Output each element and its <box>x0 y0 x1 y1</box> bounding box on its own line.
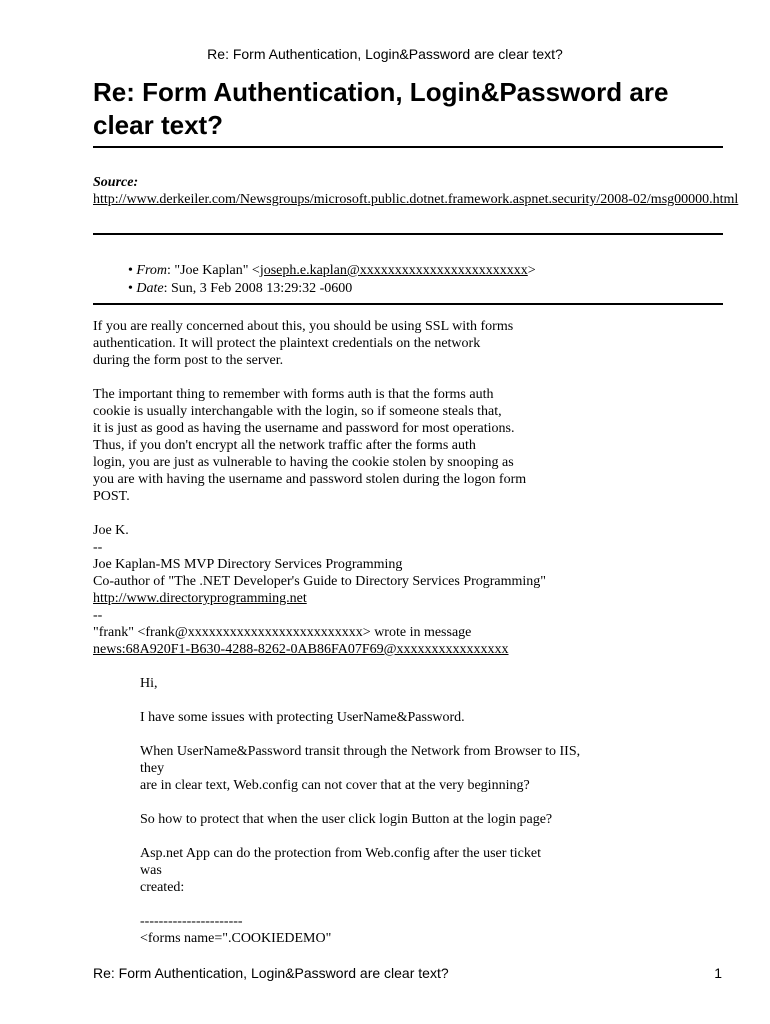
title-divider <box>93 146 723 148</box>
from-email-link[interactable]: joseph.e.kaplan@xxxxxxxxxxxxxxxxxxxxxxxx <box>259 263 528 278</box>
signature-separator: -- <box>93 608 103 623</box>
footer-title: Re: Form Authentication, Login&Password are clear text? <box>93 965 449 981</box>
text-line: I have some issues with protecting UserName&Password. <box>140 710 465 725</box>
wrote-line: "frank" <frank@xxxxxxxxxxxxxxxxxxxxxxxxx> wrote in message <box>93 625 472 640</box>
quoted-paragraph <box>140 845 733 896</box>
paragraph-cookie <box>93 386 733 505</box>
forms-line: <forms name=".COOKIEDEMO" <box>140 931 332 946</box>
text-line: authentication. It will protect the plaintext credentials on the network <box>93 336 481 351</box>
signature-block <box>93 522 733 658</box>
text-line: they <box>140 761 165 776</box>
message-meta <box>128 262 536 298</box>
text-line: are in clear text, Web.config can not cover that at the very beginning? <box>140 778 530 793</box>
signature-name: Joe K. <box>93 523 129 538</box>
from-item: • From: "Joe Kaplan" <joseph.e.kaplan@xxxxxxxxxxxxxxxxxxxxxxxx> <box>128 263 536 278</box>
from-label: From <box>136 263 167 278</box>
text-line: created: <box>140 880 185 895</box>
quoted-paragraph <box>140 811 733 828</box>
date-label: Date <box>136 281 164 296</box>
text-line: When UserName&Password transit through the Network from Browser to IIS, <box>140 744 581 759</box>
signature-line: Co-author of "The .NET Developer's Guide to Directory Services Programming" <box>93 574 547 589</box>
date-value: : Sun, 3 Feb 2008 13:29:32 -0600 <box>163 281 353 296</box>
quoted-paragraph <box>140 743 733 794</box>
text-line: during the form post to the server. <box>93 353 284 368</box>
news-reference-link[interactable]: news:68A920F1-B630-4288-8262-0AB86FA07F69@xxxxxxxxxxxxxxxx <box>93 642 509 657</box>
source-link[interactable]: http://www.derkeiler.com/Newsgroups/microsoft.public.dotnet.framework.aspnet.security/2008-02/msg00000.html <box>93 192 739 207</box>
source-divider <box>93 233 723 235</box>
dash-line: ---------------------- <box>140 914 243 929</box>
message-body <box>93 318 733 964</box>
quoted-greeting <box>140 675 733 692</box>
text-line: So how to protect that when the user click login Button at the login page? <box>140 812 553 827</box>
source-label: Source: <box>93 175 139 190</box>
text-line: Hi, <box>140 676 158 691</box>
quoted-message <box>93 675 733 947</box>
text-line: POST. <box>93 489 130 504</box>
text-line: Asp.net App can do the protection from Web.config after the user ticket <box>140 846 541 861</box>
text-line: cookie is usually interchangable with the login, so if someone steals that, <box>93 404 502 419</box>
meta-divider <box>93 303 723 305</box>
paragraph-ssl <box>93 318 733 369</box>
from-close: > <box>527 263 536 278</box>
text-line: it is just as good as having the username and password for most operations. <box>93 421 515 436</box>
quoted-paragraph <box>140 709 733 726</box>
text-line: login, you are just as vulnerable to having the cookie stolen by snooping as <box>93 455 514 470</box>
text-line: The important thing to remember with forms auth is that the forms auth <box>93 387 494 402</box>
text-line: you are with having the username and password stolen during the logon form <box>93 472 527 487</box>
quoted-config <box>140 913 733 947</box>
text-line: was <box>140 863 162 878</box>
from-name: : "Joe Kaplan" < <box>167 263 260 278</box>
text-line: Thus, if you don't encrypt all the network traffic after the forms auth <box>93 438 476 453</box>
text-line: If you are really concerned about this, you should be using SSL with forms <box>93 319 514 334</box>
date-item: • Date: Sun, 3 Feb 2008 13:29:32 -0600 <box>128 281 353 296</box>
signature-line: Joe Kaplan-MS MVP Directory Services Programming <box>93 557 403 572</box>
signature-separator: -- <box>93 540 103 555</box>
signature-link[interactable]: http://www.directoryprogramming.net <box>93 591 307 606</box>
page-number: 1 <box>714 965 722 981</box>
page-title: Re: Form Authentication, Login&Password are clear text? <box>93 77 669 140</box>
running-header: Re: Form Authentication, Login&Password are clear text? <box>207 46 563 62</box>
